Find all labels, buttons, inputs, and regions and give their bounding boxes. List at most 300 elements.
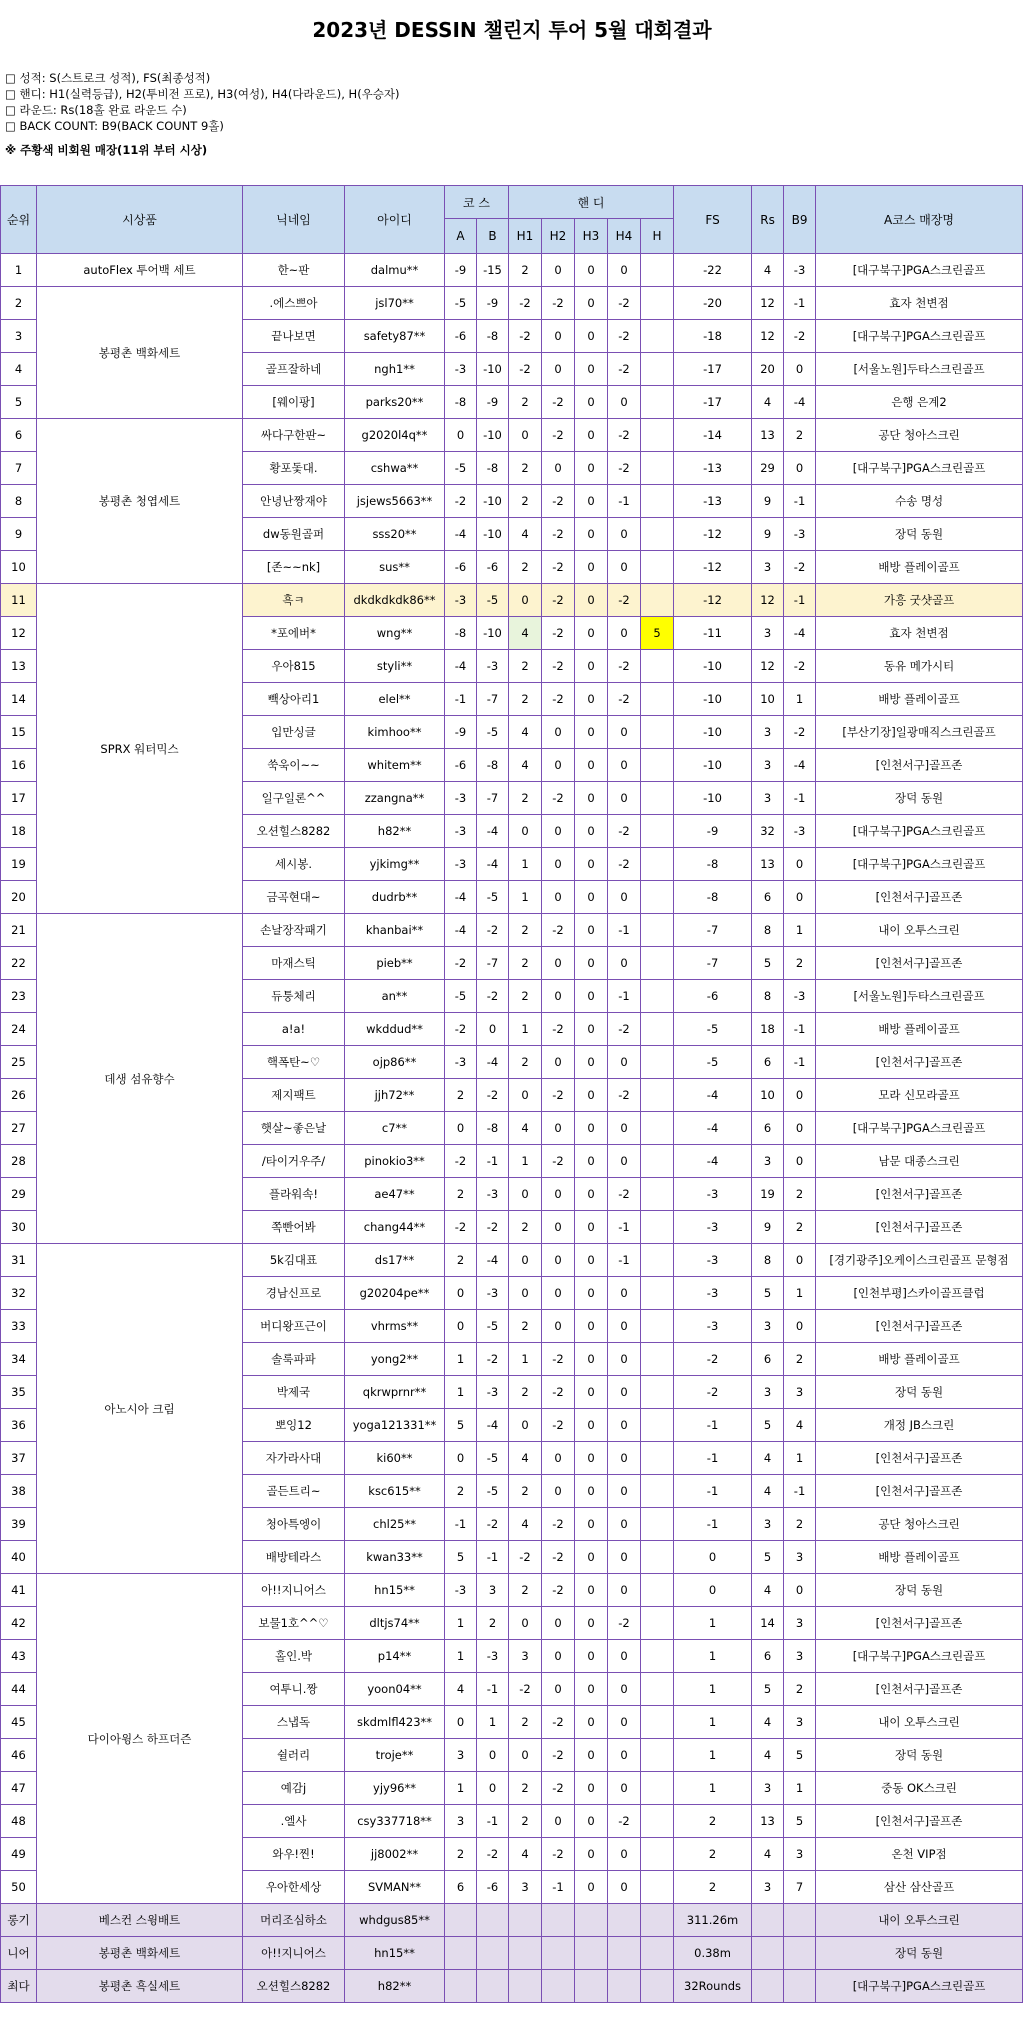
- h2-cell: -2: [542, 584, 575, 617]
- h4-cell: 0: [608, 1871, 641, 1904]
- empty-cell: [784, 1937, 816, 1970]
- nickname-cell: 쪽빤어봐: [243, 1211, 345, 1244]
- store-cell: 동유 메가시티: [816, 650, 1023, 683]
- h-cell: [641, 419, 674, 452]
- rs-cell: 10: [752, 683, 784, 716]
- nickname-cell: 햇살~좋은날: [243, 1112, 345, 1145]
- score-b-cell: -5: [477, 1475, 509, 1508]
- nickname-cell: 예감j: [243, 1772, 345, 1805]
- id-cell: wkddud**: [345, 1013, 445, 1046]
- h1-cell: 0: [509, 1739, 542, 1772]
- rank-cell: 2: [1, 287, 37, 320]
- h3-cell: 0: [575, 1739, 608, 1772]
- h2-cell: -2: [542, 1706, 575, 1739]
- h-cell: [641, 980, 674, 1013]
- h1-cell: 0: [509, 1244, 542, 1277]
- id-cell: kwan33**: [345, 1541, 445, 1574]
- empty-cell: [509, 1970, 542, 2003]
- store-cell: [부산기장]일광매직스크린골프: [816, 716, 1023, 749]
- h1-cell: 0: [509, 1178, 542, 1211]
- nickname-cell: 우아한세상: [243, 1871, 345, 1904]
- score-a-cell: -9: [445, 716, 477, 749]
- score-a-cell: -4: [445, 650, 477, 683]
- nickname-cell: 일구일론^^: [243, 782, 345, 815]
- h4-cell: 0: [608, 1376, 641, 1409]
- rank-cell: 37: [1, 1442, 37, 1475]
- score-a-cell: 0: [445, 419, 477, 452]
- h1-cell: 4: [509, 1508, 542, 1541]
- award-store-cell: 장덕 동원: [816, 1937, 1023, 1970]
- b9-cell: 1: [784, 683, 816, 716]
- score-b-cell: -10: [477, 353, 509, 386]
- h3-cell: 0: [575, 1838, 608, 1871]
- fs-cell: -10: [674, 650, 752, 683]
- h-cell: [641, 749, 674, 782]
- b9-cell: 0: [784, 1244, 816, 1277]
- h1-cell: 4: [509, 1112, 542, 1145]
- id-cell: jj8002**: [345, 1838, 445, 1871]
- h4-cell: 0: [608, 1145, 641, 1178]
- empty-cell: [752, 1904, 784, 1937]
- rank-cell: 5: [1, 386, 37, 419]
- h3-cell: 0: [575, 1706, 608, 1739]
- prize-cell: autoFlex 투어백 세트: [37, 254, 243, 287]
- award-prize-cell: 봉평촌 백화세트: [37, 1937, 243, 1970]
- empty-cell: [608, 1904, 641, 1937]
- score-b-cell: -3: [477, 1376, 509, 1409]
- store-cell: 수송 명성: [816, 485, 1023, 518]
- h4-cell: -2: [608, 287, 641, 320]
- fs-cell: -9: [674, 815, 752, 848]
- rank-cell: 30: [1, 1211, 37, 1244]
- id-cell: an**: [345, 980, 445, 1013]
- rank-cell: 15: [1, 716, 37, 749]
- col-rs: Rs: [752, 186, 784, 254]
- b9-cell: 3: [784, 1376, 816, 1409]
- nickname-cell: 골프잘하네: [243, 353, 345, 386]
- h2-cell: -2: [542, 1376, 575, 1409]
- h2-cell: -2: [542, 1145, 575, 1178]
- h3-cell: 0: [575, 386, 608, 419]
- h-cell: [641, 815, 674, 848]
- store-cell: [인천서구]골프존: [816, 947, 1023, 980]
- h1-cell: 2: [509, 782, 542, 815]
- h3-cell: 0: [575, 1475, 608, 1508]
- h3-cell: 0: [575, 1409, 608, 1442]
- rs-cell: 5: [752, 1277, 784, 1310]
- score-a-cell: 3: [445, 1739, 477, 1772]
- h3-cell: 0: [575, 254, 608, 287]
- table-row: [1, 584, 1023, 617]
- b9-cell: -2: [784, 551, 816, 584]
- h4-cell: 0: [608, 1475, 641, 1508]
- col-nickname: 닉네임: [243, 186, 345, 254]
- fs-cell: -4: [674, 1145, 752, 1178]
- score-b-cell: -9: [477, 386, 509, 419]
- store-cell: 은행 은계2: [816, 386, 1023, 419]
- fs-cell: 1: [674, 1607, 752, 1640]
- h2-cell: 0: [542, 1805, 575, 1838]
- rank-cell: 25: [1, 1046, 37, 1079]
- score-a-cell: 1: [445, 1640, 477, 1673]
- fs-cell: -12: [674, 551, 752, 584]
- h4-cell: 0: [608, 551, 641, 584]
- fs-cell: -17: [674, 386, 752, 419]
- b9-cell: 0: [784, 452, 816, 485]
- id-cell: yoga121331**: [345, 1409, 445, 1442]
- b9-cell: 2: [784, 1673, 816, 1706]
- b9-cell: 1: [784, 1442, 816, 1475]
- score-a-cell: -4: [445, 881, 477, 914]
- h3-cell: 0: [575, 914, 608, 947]
- h-cell: [641, 584, 674, 617]
- score-a-cell: -6: [445, 320, 477, 353]
- rs-cell: 5: [752, 1409, 784, 1442]
- b9-cell: 2: [784, 419, 816, 452]
- h2-cell: -1: [542, 1871, 575, 1904]
- h2-cell: -2: [542, 386, 575, 419]
- h4-cell: -1: [608, 485, 641, 518]
- fs-cell: -10: [674, 716, 752, 749]
- h4-cell: -2: [608, 683, 641, 716]
- h4-cell: -1: [608, 1211, 641, 1244]
- nickname-cell: a!a!: [243, 1013, 345, 1046]
- legend-line: □ BACK COUNT: B9(BACK COUNT 9홀): [5, 119, 224, 133]
- h-cell: [641, 353, 674, 386]
- h2-cell: -2: [542, 1343, 575, 1376]
- fs-cell: -22: [674, 254, 752, 287]
- score-b-cell: -10: [477, 485, 509, 518]
- h1-cell: 2: [509, 1805, 542, 1838]
- store-cell: [대구북구]PGA스크린골프: [816, 254, 1023, 287]
- h3-cell: 0: [575, 1805, 608, 1838]
- b9-cell: -1: [784, 287, 816, 320]
- nickname-cell: [존~~nk]: [243, 551, 345, 584]
- rank-cell: 36: [1, 1409, 37, 1442]
- score-b-cell: -6: [477, 551, 509, 584]
- score-a-cell: -9: [445, 254, 477, 287]
- rs-cell: 9: [752, 518, 784, 551]
- h2-cell: -2: [542, 617, 575, 650]
- h2-cell: 0: [542, 1178, 575, 1211]
- legend-line: □ 라운드: Rs(18홀 완료 라운드 수): [5, 103, 187, 117]
- h1-cell: 1: [509, 1013, 542, 1046]
- rank-cell: 6: [1, 419, 37, 452]
- h2-cell: 0: [542, 1112, 575, 1145]
- h2-cell: 0: [542, 1475, 575, 1508]
- rs-cell: 14: [752, 1607, 784, 1640]
- h-cell: [641, 848, 674, 881]
- rank-cell: 1: [1, 254, 37, 287]
- store-cell: 내이 오투스크린: [816, 1706, 1023, 1739]
- store-cell: [인천서구]골프존: [816, 1310, 1023, 1343]
- score-a-cell: -6: [445, 749, 477, 782]
- h1-cell: 2: [509, 947, 542, 980]
- nickname-cell: 안녕난짱재야: [243, 485, 345, 518]
- store-cell: [인천서구]골프존: [816, 1178, 1023, 1211]
- score-b-cell: -1: [477, 1673, 509, 1706]
- h3-cell: 0: [575, 1112, 608, 1145]
- col-prize: 시상품: [37, 186, 243, 254]
- store-cell: 개정 JB스크린: [816, 1409, 1023, 1442]
- rank-cell: 47: [1, 1772, 37, 1805]
- h3-cell: 0: [575, 1244, 608, 1277]
- b9-cell: -1: [784, 782, 816, 815]
- col-h2: H2: [542, 219, 575, 254]
- rs-cell: 4: [752, 1838, 784, 1871]
- id-cell: g2020l4q**: [345, 419, 445, 452]
- score-b-cell: -4: [477, 1046, 509, 1079]
- store-cell: [대구북구]PGA스크린골프: [816, 1112, 1023, 1145]
- fs-cell: -18: [674, 320, 752, 353]
- h2-cell: 0: [542, 947, 575, 980]
- score-a-cell: 2: [445, 1178, 477, 1211]
- award-rank-cell: 최다: [1, 1970, 37, 2003]
- h3-cell: 0: [575, 353, 608, 386]
- award-store-cell: [대구북구]PGA스크린골프: [816, 1970, 1023, 2003]
- award-id-cell: h82**: [345, 1970, 445, 2003]
- score-a-cell: -2: [445, 1013, 477, 1046]
- rs-cell: 8: [752, 980, 784, 1013]
- id-cell: jjh72**: [345, 1079, 445, 1112]
- h2-cell: 0: [542, 815, 575, 848]
- h4-cell: 0: [608, 1838, 641, 1871]
- h-cell: [641, 1112, 674, 1145]
- h4-cell: -1: [608, 1244, 641, 1277]
- h2-cell: 0: [542, 1244, 575, 1277]
- fs-cell: -20: [674, 287, 752, 320]
- rank-cell: 45: [1, 1706, 37, 1739]
- score-a-cell: 5: [445, 1541, 477, 1574]
- score-b-cell: -2: [477, 1211, 509, 1244]
- fs-cell: -8: [674, 881, 752, 914]
- empty-cell: [477, 1937, 509, 1970]
- score-b-cell: -7: [477, 782, 509, 815]
- legend-line: □ 성적: S(스트로크 성적), FS(최종성적): [5, 71, 211, 85]
- h2-cell: -2: [542, 1409, 575, 1442]
- b9-cell: 3: [784, 1607, 816, 1640]
- h1-cell: 0: [509, 584, 542, 617]
- rs-cell: 3: [752, 1871, 784, 1904]
- h1-cell: 3: [509, 1640, 542, 1673]
- score-a-cell: -3: [445, 1046, 477, 1079]
- empty-cell: [752, 1970, 784, 2003]
- col-h1: H1: [509, 219, 542, 254]
- b9-cell: 2: [784, 1178, 816, 1211]
- score-b-cell: -10: [477, 518, 509, 551]
- score-b-cell: -1: [477, 1541, 509, 1574]
- prize-cell: 봉평촌 청엽세트: [37, 419, 243, 584]
- score-b-cell: -5: [477, 881, 509, 914]
- fs-cell: -12: [674, 584, 752, 617]
- nickname-cell: 쉴러리: [243, 1739, 345, 1772]
- h4-cell: -2: [608, 1805, 641, 1838]
- b9-cell: 2: [784, 1211, 816, 1244]
- score-b-cell: -3: [477, 1277, 509, 1310]
- id-cell: ds17**: [345, 1244, 445, 1277]
- h1-cell: 4: [509, 1442, 542, 1475]
- rs-cell: 9: [752, 485, 784, 518]
- fs-cell: -12: [674, 518, 752, 551]
- rank-cell: 7: [1, 452, 37, 485]
- award-nickname-cell: 머리조심하소: [243, 1904, 345, 1937]
- h4-cell: -2: [608, 353, 641, 386]
- h2-cell: 0: [542, 749, 575, 782]
- rank-cell: 38: [1, 1475, 37, 1508]
- notice: ※ 주황색 비회원 매장(11위 부터 시상): [5, 143, 208, 157]
- id-cell: pinokio3**: [345, 1145, 445, 1178]
- h1-cell: 1: [509, 1343, 542, 1376]
- score-b-cell: -2: [477, 914, 509, 947]
- h1-cell: 4: [509, 617, 542, 650]
- b9-cell: -3: [784, 518, 816, 551]
- col-handi: 핸 디: [509, 186, 674, 219]
- rank-cell: 10: [1, 551, 37, 584]
- id-cell: dudrb**: [345, 881, 445, 914]
- score-a-cell: -1: [445, 683, 477, 716]
- score-b-cell: -8: [477, 749, 509, 782]
- rank-cell: 26: [1, 1079, 37, 1112]
- score-b-cell: -2: [477, 1079, 509, 1112]
- score-a-cell: 1: [445, 1343, 477, 1376]
- results-table: [0, 185, 1023, 2003]
- rank-cell: 40: [1, 1541, 37, 1574]
- id-cell: kimhoo**: [345, 716, 445, 749]
- nickname-cell: 핵폭탄~♡: [243, 1046, 345, 1079]
- h2-cell: 0: [542, 1310, 575, 1343]
- nickname-cell: 입만싱글: [243, 716, 345, 749]
- h4-cell: 0: [608, 716, 641, 749]
- id-cell: g20204pe**: [345, 1277, 445, 1310]
- score-b-cell: -5: [477, 1310, 509, 1343]
- b9-cell: 5: [784, 1805, 816, 1838]
- h3-cell: 0: [575, 617, 608, 650]
- rank-cell: 22: [1, 947, 37, 980]
- h2-cell: 0: [542, 1442, 575, 1475]
- rs-cell: 8: [752, 914, 784, 947]
- b9-cell: 2: [784, 947, 816, 980]
- h2-cell: -2: [542, 1508, 575, 1541]
- store-cell: 장덕 동원: [816, 1376, 1023, 1409]
- store-cell: 온천 VIP점: [816, 1838, 1023, 1871]
- id-cell: h82**: [345, 815, 445, 848]
- rank-cell: 41: [1, 1574, 37, 1607]
- h2-cell: 0: [542, 320, 575, 353]
- rank-cell: 49: [1, 1838, 37, 1871]
- score-b-cell: -5: [477, 584, 509, 617]
- h4-cell: 0: [608, 1310, 641, 1343]
- empty-cell: [477, 1970, 509, 2003]
- h4-cell: -2: [608, 1013, 641, 1046]
- table-row: [1, 1244, 1023, 1277]
- rs-cell: 3: [752, 716, 784, 749]
- rank-cell: 11: [1, 584, 37, 617]
- id-cell: ki60**: [345, 1442, 445, 1475]
- rank-cell: 3: [1, 320, 37, 353]
- fs-cell: -3: [674, 1178, 752, 1211]
- h2-cell: -2: [542, 683, 575, 716]
- award-store-cell: 내이 오투스크린: [816, 1904, 1023, 1937]
- empty-cell: [542, 1937, 575, 1970]
- score-b-cell: -6: [477, 1871, 509, 1904]
- store-cell: 배방 플레이골프: [816, 1013, 1023, 1046]
- nickname-cell: .에스쁘아: [243, 287, 345, 320]
- score-a-cell: 0: [445, 1310, 477, 1343]
- prize-cell: 다이아윙스 하프더즌: [37, 1574, 243, 1904]
- id-cell: wng**: [345, 617, 445, 650]
- col-course: 코 스: [445, 186, 509, 219]
- store-cell: 내이 오투스크린: [816, 914, 1023, 947]
- b9-cell: 7: [784, 1871, 816, 1904]
- id-cell: ksc615**: [345, 1475, 445, 1508]
- score-a-cell: 5: [445, 1409, 477, 1442]
- store-cell: 배방 플레이골프: [816, 551, 1023, 584]
- store-cell: 남문 대종스크린: [816, 1145, 1023, 1178]
- score-b-cell: 3: [477, 1574, 509, 1607]
- h-cell: [641, 1673, 674, 1706]
- empty-cell: [575, 1970, 608, 2003]
- score-a-cell: -8: [445, 617, 477, 650]
- prize-cell: 아노시아 크림: [37, 1244, 243, 1574]
- h2-cell: 0: [542, 254, 575, 287]
- h3-cell: 0: [575, 1376, 608, 1409]
- score-b-cell: -8: [477, 320, 509, 353]
- rs-cell: 6: [752, 1112, 784, 1145]
- store-cell: 효자 천변점: [816, 287, 1023, 320]
- rank-cell: 27: [1, 1112, 37, 1145]
- score-b-cell: -2: [477, 1838, 509, 1871]
- rs-cell: 13: [752, 848, 784, 881]
- h-cell: [641, 1871, 674, 1904]
- nickname-cell: 오션힐스8282: [243, 815, 345, 848]
- h1-cell: 0: [509, 1079, 542, 1112]
- rs-cell: 4: [752, 1442, 784, 1475]
- rs-cell: 6: [752, 881, 784, 914]
- score-b-cell: 2: [477, 1607, 509, 1640]
- rs-cell: 13: [752, 1805, 784, 1838]
- h1-cell: 4: [509, 1838, 542, 1871]
- score-b-cell: -1: [477, 1805, 509, 1838]
- h2-cell: 0: [542, 881, 575, 914]
- store-cell: [인천서구]골프존: [816, 1442, 1023, 1475]
- h3-cell: 0: [575, 1607, 608, 1640]
- empty-cell: [784, 1970, 816, 2003]
- h-cell: [641, 650, 674, 683]
- rank-cell: 21: [1, 914, 37, 947]
- score-b-cell: -4: [477, 848, 509, 881]
- rank-cell: 8: [1, 485, 37, 518]
- b9-cell: 0: [784, 1145, 816, 1178]
- h-cell: [641, 1376, 674, 1409]
- nickname-cell: 싸다구한판~: [243, 419, 345, 452]
- h3-cell: 0: [575, 518, 608, 551]
- prize-cell: 봉평촌 백화세트: [37, 287, 243, 419]
- rs-cell: 6: [752, 1343, 784, 1376]
- h4-cell: 0: [608, 947, 641, 980]
- nickname-cell: 청아특엥이: [243, 1508, 345, 1541]
- id-cell: cshwa**: [345, 452, 445, 485]
- h-cell: [641, 1607, 674, 1640]
- empty-cell: [784, 1904, 816, 1937]
- store-cell: [인천서구]골프존: [816, 1046, 1023, 1079]
- b9-cell: 0: [784, 848, 816, 881]
- rank-cell: 9: [1, 518, 37, 551]
- h2-cell: -2: [542, 419, 575, 452]
- h2-cell: -2: [542, 1739, 575, 1772]
- h-cell: [641, 518, 674, 551]
- score-a-cell: -1: [445, 1508, 477, 1541]
- h3-cell: 0: [575, 1343, 608, 1376]
